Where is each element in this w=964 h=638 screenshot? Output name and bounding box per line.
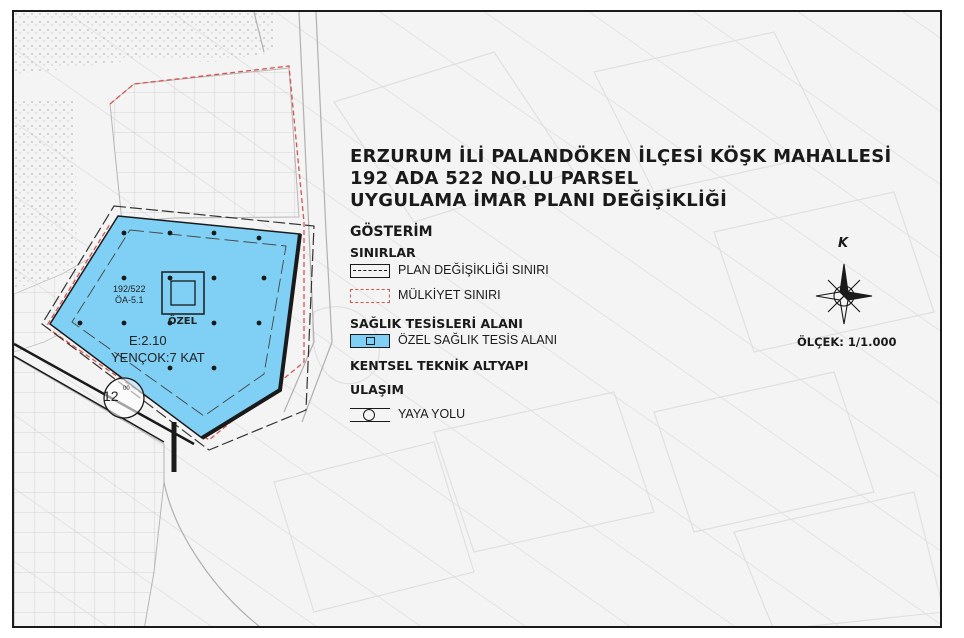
road-width-unit: 00 bbox=[123, 386, 130, 392]
plan-change-boundary-symbol bbox=[350, 264, 390, 278]
map-frame bbox=[12, 10, 942, 628]
private-health-symbol bbox=[350, 334, 390, 348]
scale-label: ÖLÇEK: 1/1.000 bbox=[797, 335, 897, 349]
compass-rose-icon bbox=[814, 262, 874, 326]
title-line-1: ERZURUM İLİ PALANDÖKEN İLÇESİ KÖŞK MAHALLESİ bbox=[350, 146, 892, 167]
height-limit-label: YENÇOK:7 KAT bbox=[111, 350, 205, 365]
parcel-zone-label: ÖA-5.1 bbox=[115, 295, 144, 305]
north-label: K bbox=[838, 236, 849, 251]
legend-section-infrastructure: KENTSEL TEKNİK ALTYAPI bbox=[350, 358, 529, 373]
legend-item-ownership-boundary: MÜLKİYET SINIRI bbox=[398, 288, 501, 302]
legend-section-health: SAĞLIK TESİSLERİ ALANI bbox=[350, 316, 523, 331]
ownership-boundary-symbol bbox=[350, 289, 390, 303]
parcel-owner-label: ÖZEL bbox=[168, 316, 197, 327]
speckled-area-left bbox=[14, 98, 78, 288]
floor-ratio-label: E:2.10 bbox=[129, 333, 167, 348]
road-width-label: 12 bbox=[103, 388, 119, 404]
legend-item-private-health: ÖZEL SAĞLIK TESİS ALANI bbox=[398, 333, 558, 347]
pedestrian-road-symbol bbox=[350, 408, 390, 422]
legend-section-boundaries: SINIRLAR bbox=[350, 245, 416, 260]
legend-item-plan-change-boundary: PLAN DEĞİŞİKLİĞİ SINIRI bbox=[398, 263, 549, 277]
grid-block-north bbox=[110, 68, 299, 222]
legend-heading: GÖSTERİM bbox=[350, 224, 433, 240]
title-line-2: 192 ADA 522 NO.LU PARSEL bbox=[350, 168, 639, 189]
title-line-3: UYGULAMA İMAR PLANI DEĞİŞİKLİĞİ bbox=[350, 190, 728, 211]
legend-item-pedestrian-road: YAYA YOLU bbox=[398, 407, 466, 421]
legend-section-transport: ULAŞIM bbox=[350, 382, 404, 397]
parcel-id-label: 192/522 bbox=[113, 284, 146, 294]
